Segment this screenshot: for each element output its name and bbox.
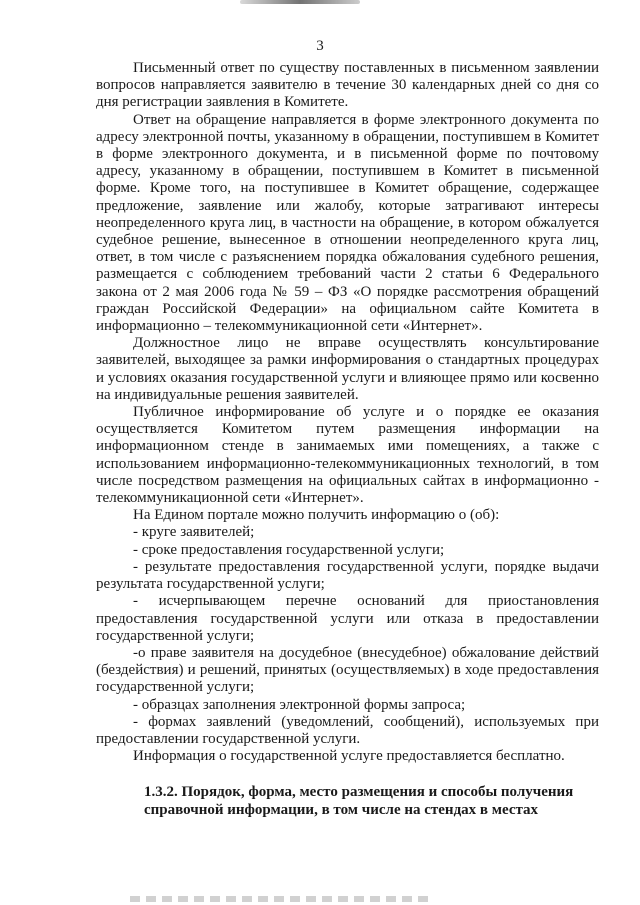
paragraph-public-info: Публичное информирование об услуге и о порядке ее оказания осуществляется Комитетом путем размещения информации на информационном стенде в занимаемых ими помещениях, а также с использованием информационно-телекоммуникационных технологий, в том числе посредством размещения на официальных сайтах в информационно - телекоммуникационной сети «Интернет». xyxy=(96,404,599,507)
list-item: -о праве заявителя на досудебное (внесудебное) обжалование действий (бездействия) и решений, принятых (осуществляемых) в ходе предоставления государственной услуги; xyxy=(96,644,599,696)
list-item: - образцах заполнения электронной формы запроса; xyxy=(133,696,466,713)
section-heading: 1.3.2. Порядок, форма, место размещения и способы получения справочной информации, в том числе на стендах в местах xyxy=(144,784,574,819)
list-item: - формах заявлений (уведомлений, сообщений), используемых при предоставлении государственной услуги. xyxy=(96,713,599,747)
list-item: - результате предоставления государственной услуги, порядке выдачи результата государственной услуги; xyxy=(96,558,599,593)
document-body xyxy=(96,60,599,819)
paragraph-reply-form: Ответ на обращение направляется в форме электронного документа по адресу электронной почты, указанному в обращении, поступившем в Комитет в форме электронного документа, и в письменной форме по почтовому адресу, указанному в обращении, поступившем в Комитет в письменной форме. Кроме того, на поступившее в Комитет обращение, содержащее предложение, заявление или жалобу, которые затрагивают интересы неопределенного круга лиц, в частности на обращение, в котором обжалуется судебное решение, вынесенное в отношении неопределенного круга лиц, ответ, в том числе с разъяснением порядка обжалования судебного решения, размещается с соблюдением требований части 2 статьи 6 Федерального закона от 2 мая 2006 года № 59 – ФЗ «О порядке рассмотрения обращений граждан Российской Федерации» на официальном сайте Комитета в информационно – телекоммуникационной сети «Интернет». xyxy=(96,111,599,335)
list-item: - сроке предоставления государственной услуги; xyxy=(133,541,445,558)
paragraph-official-restriction: Должностное лицо не вправе осуществлять консультирование заявителей, выходящее за рамки информирования о стандартных процедурах и условиях оказания государственной услуги и влияющее прямо или косвенно на индивидуальные решения заявителей. xyxy=(96,335,599,403)
scan-artifact-bottom xyxy=(130,896,430,902)
page-number: 3 xyxy=(316,38,324,54)
list-item: - исчерпывающем перечне оснований для приостановления предоставления государственной услуги или отказа в предоставлении государственной услуги; xyxy=(96,593,599,644)
list-intro: На Едином портале можно получить информацию о (об): xyxy=(133,507,500,524)
paragraph-written-answer: Письменный ответ по существу поставленных в письменном заявлении вопросов направляется заявителю в течение 30 календарных дней со дня со дня регистрации заявления в Комитете. xyxy=(96,60,599,111)
scan-artifact-top xyxy=(240,0,360,4)
paragraph-free-info: Информация о государственной услуге предоставляется бесплатно. xyxy=(133,748,565,765)
list-item: - круге заявителей; xyxy=(133,524,255,541)
